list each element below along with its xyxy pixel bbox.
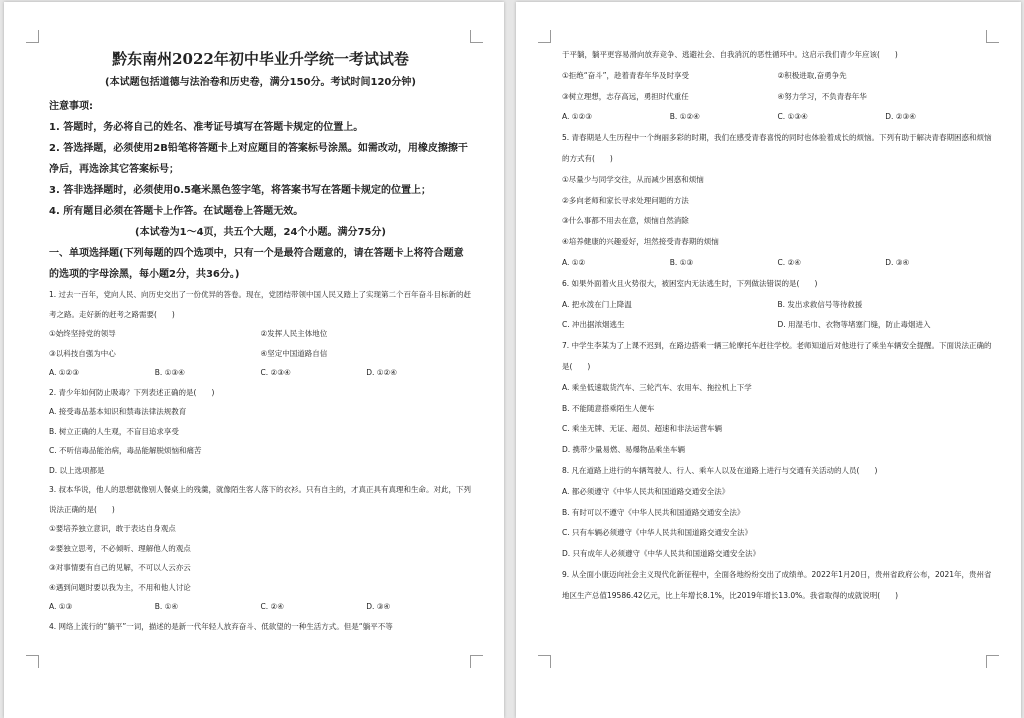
option: A. 乘坐低速载货汽车、三轮汽车、农用车、拖拉机上下学 (562, 382, 752, 392)
crop-mark (538, 655, 551, 668)
crop-mark (986, 30, 999, 43)
option: C. 乘坐无牌、无证、超员、超速和非法运营车辆 (562, 424, 723, 434)
question-items (49, 324, 472, 344)
option: A. ①③ (49, 602, 73, 611)
question-items (49, 344, 472, 364)
option: D. 以上选项都是 (49, 465, 105, 475)
crop-mark (538, 30, 551, 43)
statement: ③对事情要有自己的见解，不可以人云亦云 (49, 563, 191, 572)
option: C. ②③④ (260, 368, 291, 377)
document-page-2 (516, 2, 1021, 718)
option: D. 只有成年人必须遵守《中华人民共和国道路交通安全法》 (562, 549, 761, 559)
statement: ①要培养独立意识，敢于表达自身观点 (49, 524, 176, 533)
statement: ②要独立思考，不必倾听、理解他人的观点 (49, 543, 191, 553)
crop-mark (26, 30, 39, 43)
question-items (562, 66, 993, 87)
statement: ②发挥人民主体地位 (260, 329, 328, 338)
option: C. 冲出据浓烟逃生 (562, 320, 625, 330)
statement: ③什么事都不用去在意，烦恼自然消除 (562, 216, 689, 226)
question-3: 3. 叔本华说，他人的思想就像别人餐桌上的残羹，就像陌生客人落下的衣衫。只有自主的，才真正具有真理和生命。对此，下列说法正确的是( ) (49, 485, 472, 514)
answer-options (562, 315, 993, 336)
crop-mark (470, 30, 483, 43)
question-4: 4. 网络上流行的“躺平”一词，描述的是新一代年轻人放弃奋斗、低欲望的一种生活方式。但是“躺平不等 (49, 621, 393, 631)
answer-options (562, 107, 993, 128)
notice-item: 3. 答非选择题时，必须使用0.5毫米黑色签字笔，将答案书写在答题卡规定的位置上； (49, 185, 431, 196)
option: B. 不能随意搭乘陌生人便车 (562, 403, 655, 413)
answer-options (49, 363, 472, 383)
exam-subtitle: (本试题包括道德与法治卷和历史卷，满分150分。考试时间120分钟) (105, 77, 416, 88)
option: B. 发出求救信号等待救援 (777, 299, 863, 309)
answer-options (562, 253, 993, 274)
option: C. 只有车辆必须遵守《中华人民共和国道路交通安全法》 (562, 528, 753, 538)
statement: ①始终坚持党的领导 (49, 329, 116, 338)
question-5: 5. 青春期是人生历程中一个绚丽多彩的时期，我们在感受青春喜悦的同时也体验着成长的烦恼。下列有助于解决青春期困惑和烦恼的方式有( ) (562, 133, 992, 163)
option: D. ①②④ (366, 368, 397, 377)
option: B. 树立正确的人生观，不盲目追求享受 (49, 426, 179, 436)
question-9: 9. 从全面小康迈向社会主义现代化新征程中，全面各地纷纷交出了成绩单。2022年1月20日，贵州省政府公布，2021年，贵州省地区生产总值19586.42亿元，比上年增长8.1%，比2019年增长13.0%。我省取得的成就说明( ) (562, 569, 992, 600)
answer-options (49, 597, 472, 617)
question-7: 7. 中学生李某为了上课不迟到，在路边搭乘一辆三轮摩托车赶往学校。老师知道后对他进行了乘坐车辆安全提醒。下面说法正确的是( ) (562, 341, 992, 371)
document-page-1 (4, 2, 504, 718)
section-heading: 一、单项选择题(下列每题的四个选项中，只有一个是最符合题意的，请在答题卡上将符合题意的选项的字母涂黑，每小题2分，共36分。) (49, 248, 464, 280)
statement: ②积极进取,奋勇争先 (777, 70, 847, 80)
crop-mark (470, 655, 483, 668)
question-items (562, 87, 993, 108)
statement: ③树立理想，志存高远，勇担时代重任 (562, 91, 689, 101)
option: C. ②④ (777, 257, 801, 267)
option: A. ①② (562, 257, 586, 267)
statement: ④坚定中国道路自信 (260, 348, 328, 358)
option: A. 接受毒品基本知识和禁毒法律法规教育 (49, 407, 187, 416)
option: B. ①③ (669, 257, 694, 267)
statement: ①尽量少与同学交往，从而减少困惑和烦恼 (562, 174, 704, 184)
notice-item: 净后，再选涂其它答案标号； (49, 164, 179, 175)
statement: ④努力学习，不负青春年华 (777, 91, 867, 101)
statement: ③以科技自强为中心 (49, 348, 116, 358)
exam-scope: (本试卷为1～4页，共五个大题，24个小题。满分75分) (135, 227, 386, 238)
option: C. ①③④ (777, 112, 808, 122)
notice-item: 4. 所有题目必须在答题卡上作答。在试题卷上答题无效。 (49, 206, 304, 217)
exam-title: 黔东南州2022年初中毕业升学统一考试试卷 (112, 50, 409, 68)
option: B. ①④ (154, 602, 179, 611)
statement: ④遇到问题时要以我为主，不用和他人讨论 (49, 582, 191, 592)
question-1: 1. 过去一百年，党向人民、向历史交出了一份优异的答卷。现在，党团结带领中国人民又踏上了实现第二个百年奋斗目标新的赶考之路。走好新的赶考之路需要( ) (49, 290, 472, 319)
option: D. ③④ (366, 602, 391, 611)
notice-heading: 注意事项: (49, 101, 93, 112)
option: A. 把水泼在门上降温 (562, 299, 632, 309)
question-2: 2. 青少年如何防止吸毒？下列表述正确的是( ) (49, 387, 215, 397)
option: A. ①②③ (562, 112, 592, 122)
notice-item: 2. 答选择题，必须使用2B铅笔将答题卡上对应题目的答案标号涂黑。如需改动，用橡皮擦擦干 (49, 143, 468, 154)
statement: ④培养健康的兴趣爱好，坦然接受青春期的烦恼 (562, 237, 719, 247)
option: C. 不听信毒品能治病，毒品能解脱烦恼和痛苦 (49, 446, 202, 455)
answer-options (562, 295, 993, 316)
crop-mark (26, 655, 39, 668)
option: B. ①③④ (154, 368, 185, 377)
question-6: 6. 如果外面着火且火势很大，被困室内无法逃生时，下列做法错误的是( ) (562, 278, 818, 288)
option: D. 携带少量易燃、易爆物品乘坐车辆 (562, 445, 686, 455)
option: B. 有时可以不遵守《中华人民共和国道路交通安全法》 (562, 507, 745, 517)
option: A. 都必须遵守《中华人民共和国道路交通安全法》 (562, 486, 730, 496)
option: D. ③④ (885, 257, 910, 267)
option: D. 用湿毛巾、衣物等堵塞门缝，防止毒烟进入 (777, 320, 931, 330)
option: A. ①②③ (49, 368, 79, 377)
crop-mark (986, 655, 999, 668)
question-8: 8. 凡在道路上进行的车辆驾驶人、行人、乘车人以及在道路上进行与交通有关活动的人员( ) (562, 465, 878, 475)
statement: ①拒绝“奋斗”，趁着青春年华及时享受 (562, 70, 689, 80)
option: C. ②④ (260, 602, 284, 611)
option: D. ②③④ (885, 112, 916, 122)
question-4-continued: 于平躺，躺平更容易滑向放弃竞争、逃避社会、自我消沉的恶性循环中。这启示我们青少年应该( ) (562, 50, 898, 59)
notice-item: 1. 答题时，务必将自己的姓名、准考证号填写在答题卡规定的位置上。 (49, 122, 364, 133)
statement: ②多向老师和家长寻求处理问题的方法 (562, 195, 689, 205)
option: B. ①②④ (669, 112, 700, 122)
